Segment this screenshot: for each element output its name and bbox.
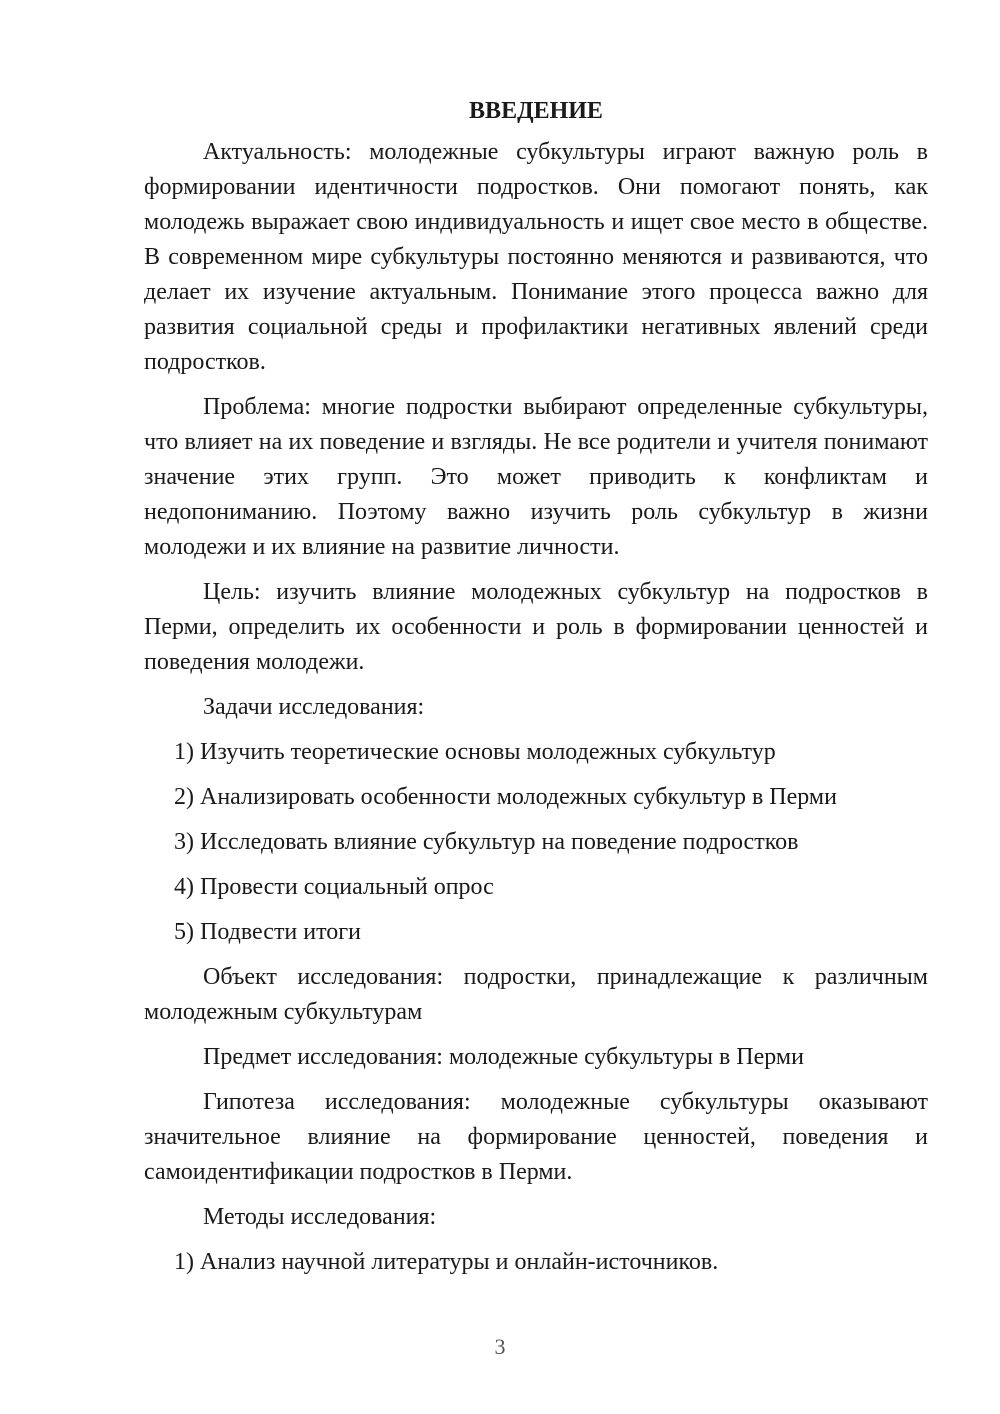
task-item: 3) Исследовать влияние субкультур на поведение подростков (174, 829, 799, 855)
page-content (144, 94, 928, 1290)
task-item: 4) Провести социальный опрос (174, 874, 494, 900)
task-item: 5) Подвести итоги (174, 919, 361, 945)
object-paragraph: Объект исследования: подростки, принадлежащие к различным молодежным субкультурам (144, 964, 928, 1025)
task-item: 2) Анализировать особенности молодежных субкультур в Перми (174, 784, 837, 810)
methods-label: Методы исследования: (203, 1204, 437, 1230)
subject-paragraph: Предмет исследования: молодежные субкультуры в Перми (203, 1044, 804, 1070)
task-item: 1) Изучить теоретические основы молодежных субкультур (174, 739, 776, 765)
problem-paragraph: Проблема: многие подростки выбирают определенные субкультуры, что влияет на их поведение и взгляды. Не все родители и учителя понимают значение этих групп. Это может приводить к конфликтам и недопониманию. Поэтому важно изучить роль субкультур в жизни молодежи и их влияние на развитие личности. (144, 394, 928, 560)
relevance-paragraph: Актуальность: молодежные субкультуры играют важную роль в формировании идентичности подростков. Они помогают понять, как молодежь выражает свою индивидуальность и ищет свое место в обществе. В современном мире субкультуры постоянно меняются и развиваются, что делает их изучение актуальным. Понимание этого процесса важно для развития социальной среды и профилактики негативных явлений среди подростков. (144, 139, 928, 375)
section-title: ВВЕДЕНИЕ (469, 98, 603, 124)
hypothesis-paragraph: Гипотеза исследования: молодежные субкультуры оказывают значительное влияние на формирование ценностей, поведения и самоидентификации подростков в Перми. (144, 1089, 928, 1185)
method-item: 1) Анализ научной литературы и онлайн-источников. (174, 1249, 719, 1275)
tasks-label: Задачи исследования: (203, 694, 425, 720)
page-number: 3 (494, 1334, 506, 1359)
goal-paragraph: Цель: изучить влияние молодежных субкультур на подростков в Перми, определить их особенности и роль в формировании ценностей и поведения молодежи. (144, 579, 928, 675)
